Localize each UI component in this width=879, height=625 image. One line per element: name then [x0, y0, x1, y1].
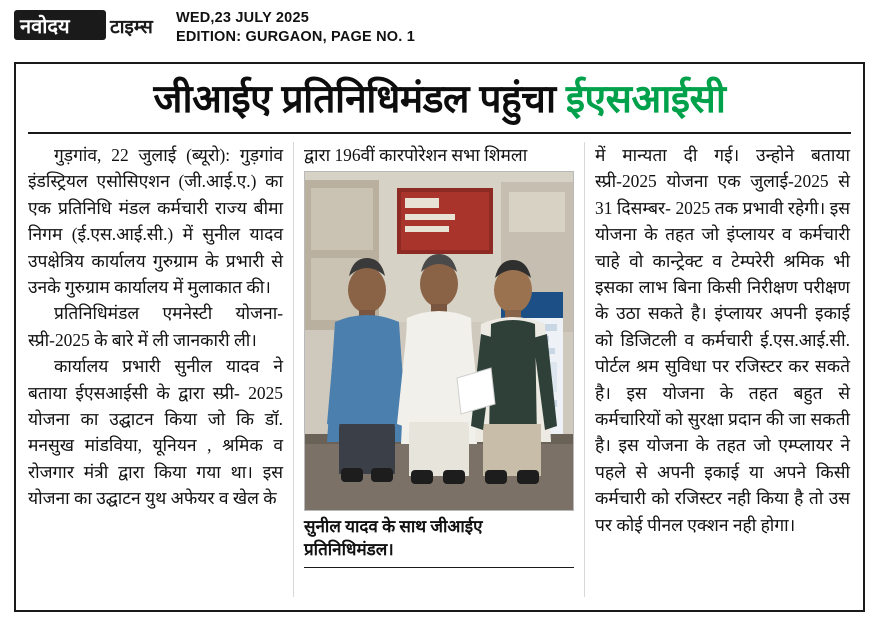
paragraph: में मान्यता दी गई। उन्होने बताया स्प्री-2025 योजना एक जुलाई-2025 से 31 दिसम्बर- 2025 तक प्रभावी रहेगी। इस योजना के तहत जो इंप्लायर व कर्मचारी चाहे वो कान्ट्रेक्ट व टेम्परेरी श्रमिक भी इसका लाभ बिना किसी निरीक्षण परीक्षण के उठा सकते है। इंप्लायर अपनी इकाई को डिजिटली व कर्मचारी ई.एस.आई.सी. पोर्टल श्रम सुविधा पर रजिस्टर कर सकते है। इस योजना के तहत बहुत से कर्मचारियों को सुरक्षा प्रदान की जा सकती है। इस योजना के तहत जो एम्प्लायर ने पहले से अपनी इकाई या अपने किसी कर्मचारी को रजिस्टर नही किया है तो उस पर कोई पीनल एक्शन नही होगा। — [595, 145, 850, 535]
logo-graphic — [14, 8, 162, 42]
photo — [304, 171, 574, 511]
edition-info — [176, 8, 415, 47]
svg-text:टाइम्स: टाइम्स — [110, 17, 153, 38]
headline-part-green: ईएसआईसी — [565, 78, 726, 121]
paragraph: द्वारा 196वीं कारपोरेशन सभा शिमला — [304, 145, 528, 165]
masthead — [0, 0, 879, 58]
date-line: WED,23 JULY 2025 — [176, 10, 309, 26]
photo-caption: सुनील यादव के साथ जीआईए प्रतिनिधिमंडल। — [304, 517, 483, 560]
page-title — [28, 74, 851, 130]
paragraph: प्रतिनिधिमंडल एमनेस्टी योजना-स्प्री-2025 के बारे में ली जानकारी ली। — [28, 303, 283, 350]
photo-illustration — [305, 172, 573, 510]
article-columns — [28, 142, 851, 597]
paragraph: गुड़गांव, 22 जुलाई (ब्यूरो): गुड़गांव इंडस्ट्रियल एसोसिएशन (जी.आई.ए.) का एक प्रतिनिधि मंडल कर्मचारी राज्य बीमा निगम (ई.एस.आई.सी.) में सुनील यादव उपक्षेत्रिय कार्यालय गुरुग्राम के प्रभारी से उनके गुरुग्राम कार्यालय में मुलाकात की। — [28, 145, 283, 298]
article-photo-block — [304, 171, 574, 568]
headline-divider — [28, 132, 851, 134]
paragraph: कार्यालय प्रभारी सुनील यादव ने बताया ईएसआईसी के द्वारा स्प्री- 2025 योजना का उद्घाटन किया जो कि डॉ. मनसुख मांडविया, यूनियन , श्रमिक व रोजगार मंत्री द्वारा किया गया था। इस योजना का उद्घाटन युथ अफेयर व खेल के — [28, 356, 283, 509]
svg-text:नवोदय: नवोदय — [20, 16, 70, 38]
column-three — [585, 142, 850, 597]
newspaper-logo — [14, 8, 162, 42]
article-frame — [14, 62, 865, 612]
column-one — [28, 142, 293, 597]
column-two — [294, 142, 584, 597]
headline-part-black: जीआईए प्रतिनिधिमंडल पहुंचा — [153, 78, 566, 121]
edition-line: EDITION: GURGAON, PAGE NO. 1 — [176, 29, 415, 45]
caption-divider — [304, 567, 574, 568]
